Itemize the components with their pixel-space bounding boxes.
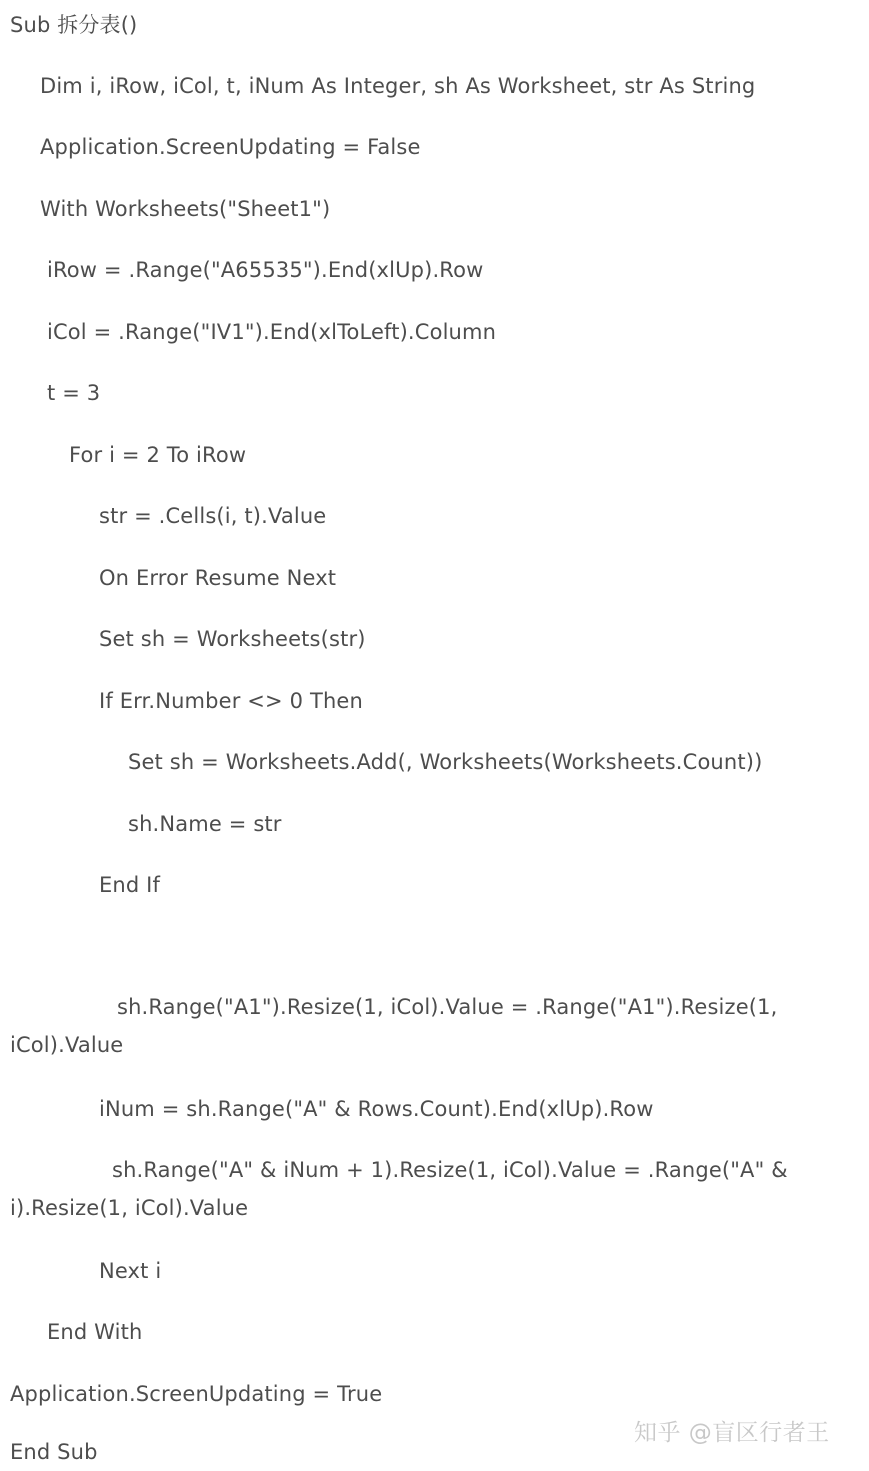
watermark-zhihu: 知乎 @盲区行者王: [634, 1420, 830, 1446]
code-line-irow: iRow = .Range("A65535").End(xlUp).Row: [47, 258, 484, 282]
code-line-sh-name: sh.Name = str: [128, 812, 282, 836]
code-line-screen-updating-true: Application.ScreenUpdating = True: [10, 1382, 383, 1406]
code-line-next: Next i: [99, 1259, 162, 1283]
code-line-sub-header: Sub 拆分表(): [10, 13, 138, 37]
code-line-for: For i = 2 To iRow: [69, 443, 247, 467]
code-line-end-sub: End Sub: [10, 1440, 98, 1464]
code-line-copy-row: sh.Range("A" & iNum + 1).Resize(1, iCol).Value = .Range("A" & i).Resize(1, iCol).Value: [10, 1158, 795, 1220]
code-line-end-if: End If: [99, 873, 161, 897]
code-line-if: If Err.Number <> 0 Then: [99, 689, 363, 713]
code-line-t: t = 3: [47, 381, 101, 405]
code-line-copy-header: sh.Range("A1").Resize(1, iCol).Value = .Range("A1").Resize(1, iCol).Value: [10, 995, 785, 1057]
code-line-screen-updating-false: Application.ScreenUpdating = False: [40, 135, 421, 159]
code-line-icol: iCol = .Range("IV1").End(xlToLeft).Column: [47, 320, 497, 344]
code-line-set-sh: Set sh = Worksheets(str): [99, 627, 366, 651]
code-line-on-error: On Error Resume Next: [99, 566, 337, 590]
code-line-worksheets-add: Set sh = Worksheets.Add(, Worksheets(Worksheets.Count)): [128, 750, 763, 774]
code-line-with: With Worksheets("Sheet1"): [40, 197, 331, 221]
code-line-str: str = .Cells(i, t).Value: [99, 504, 327, 528]
code-line-inum: iNum = sh.Range("A" & Rows.Count).End(xlUp).Row: [99, 1097, 654, 1121]
code-line-end-with: End With: [47, 1320, 143, 1344]
code-line-dim: Dim i, iRow, iCol, t, iNum As Integer, sh As Worksheet, str As String: [40, 74, 756, 98]
